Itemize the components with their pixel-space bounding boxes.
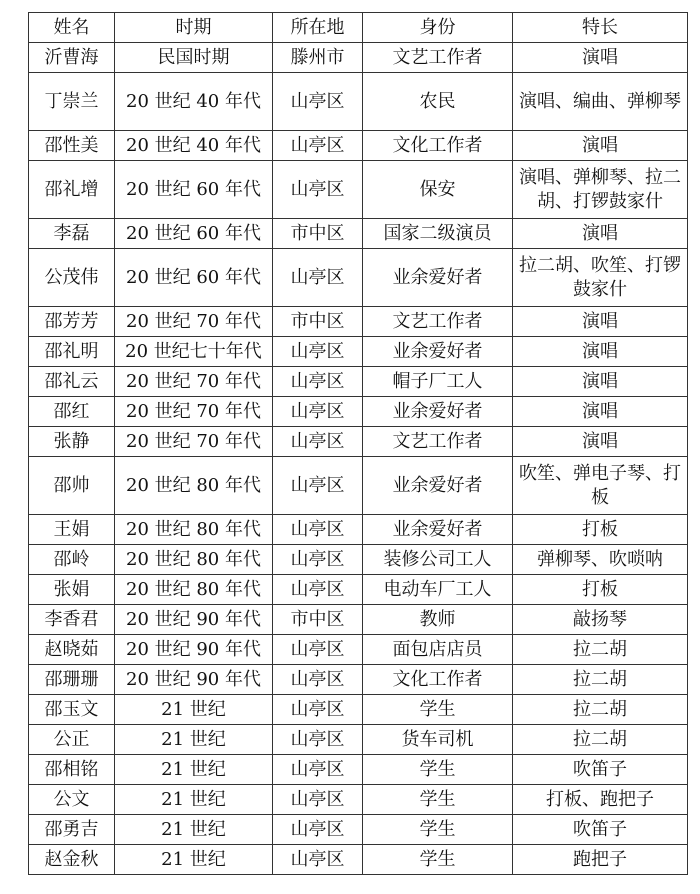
name-cell: 邵红 [29,397,115,427]
name-cell: 李香君 [29,605,115,635]
table-row [29,815,688,845]
table-row [29,367,688,397]
location-cell: 山亭区 [273,755,363,785]
table-row [29,131,688,161]
period-cell: 20 世纪 80 年代 [115,545,273,575]
name-cell: 丁崇兰 [29,73,115,131]
header-row [29,13,688,43]
name-cell: 邵礼明 [29,337,115,367]
identity-cell: 学生 [363,815,513,845]
identity-cell: 文化工作者 [363,131,513,161]
location-cell: 山亭区 [273,457,363,515]
location-cell: 山亭区 [273,725,363,755]
specialty-cell: 吹笛子 [513,815,688,845]
table-row [29,457,688,515]
specialty-cell: 演唱 [513,131,688,161]
location-cell: 山亭区 [273,427,363,457]
period-cell: 21 世纪 [115,785,273,815]
specialty-cell: 演唱 [513,219,688,249]
location-cell: 山亭区 [273,73,363,131]
identity-cell: 帽子厂工人 [363,367,513,397]
period-cell: 20 世纪 80 年代 [115,515,273,545]
name-cell: 张静 [29,427,115,457]
performers-table [28,12,688,875]
header-period: 时期 [115,13,273,43]
table-row [29,427,688,457]
location-cell: 山亭区 [273,337,363,367]
location-cell: 山亭区 [273,695,363,725]
period-cell: 民国时期 [115,43,273,73]
identity-cell: 文化工作者 [363,665,513,695]
period-cell: 21 世纪 [115,845,273,875]
specialty-cell: 敲扬琴 [513,605,688,635]
table-row [29,845,688,875]
period-cell: 20 世纪 70 年代 [115,307,273,337]
name-cell: 邵珊珊 [29,665,115,695]
table-row [29,43,688,73]
period-cell: 20 世纪 90 年代 [115,605,273,635]
location-cell: 山亭区 [273,515,363,545]
name-cell: 沂曹海 [29,43,115,73]
table-row [29,755,688,785]
specialty-cell: 打板、跑把子 [513,785,688,815]
specialty-cell: 拉二胡 [513,725,688,755]
identity-cell: 文艺工作者 [363,43,513,73]
specialty-cell: 打板 [513,515,688,545]
specialty-cell: 打板 [513,575,688,605]
name-cell: 公文 [29,785,115,815]
table-row [29,249,688,307]
table-row [29,545,688,575]
period-cell: 20 世纪七十年代 [115,337,273,367]
specialty-cell: 拉二胡、吹笙、打锣鼓家什 [513,249,688,307]
location-cell: 滕州市 [273,43,363,73]
period-cell: 20 世纪 70 年代 [115,397,273,427]
name-cell: 邵礼云 [29,367,115,397]
identity-cell: 学生 [363,755,513,785]
specialty-cell: 演唱 [513,307,688,337]
period-cell: 21 世纪 [115,725,273,755]
name-cell: 邵玉文 [29,695,115,725]
location-cell: 山亭区 [273,815,363,845]
period-cell: 21 世纪 [115,815,273,845]
period-cell: 20 世纪 60 年代 [115,161,273,219]
identity-cell: 文艺工作者 [363,307,513,337]
table-row [29,665,688,695]
name-cell: 邵芳芳 [29,307,115,337]
period-cell: 20 世纪 90 年代 [115,635,273,665]
table-row [29,73,688,131]
location-cell: 山亭区 [273,785,363,815]
specialty-cell: 拉二胡 [513,695,688,725]
identity-cell: 教师 [363,605,513,635]
location-cell: 山亭区 [273,161,363,219]
period-cell: 20 世纪 70 年代 [115,427,273,457]
table-row [29,307,688,337]
location-cell: 山亭区 [273,249,363,307]
identity-cell: 业余爱好者 [363,515,513,545]
table-row [29,397,688,427]
location-cell: 山亭区 [273,397,363,427]
period-cell: 21 世纪 [115,755,273,785]
location-cell: 市中区 [273,605,363,635]
specialty-cell: 演唱、弹柳琴、拉二胡、打锣鼓家什 [513,161,688,219]
period-cell: 20 世纪 60 年代 [115,219,273,249]
specialty-cell: 演唱 [513,367,688,397]
name-cell: 赵金秋 [29,845,115,875]
table-row [29,725,688,755]
identity-cell: 国家二级演员 [363,219,513,249]
identity-cell: 货车司机 [363,725,513,755]
specialty-cell: 演唱 [513,427,688,457]
location-cell: 山亭区 [273,131,363,161]
specialty-cell: 吹笙、弹电子琴、打板 [513,457,688,515]
table-row [29,219,688,249]
identity-cell: 业余爱好者 [363,249,513,307]
location-cell: 山亭区 [273,367,363,397]
identity-cell: 学生 [363,695,513,725]
name-cell: 邵帅 [29,457,115,515]
specialty-cell: 演唱 [513,43,688,73]
name-cell: 公茂伟 [29,249,115,307]
header-name: 姓名 [29,13,115,43]
specialty-cell: 演唱 [513,337,688,367]
table-row [29,575,688,605]
location-cell: 市中区 [273,307,363,337]
specialty-cell: 吹笛子 [513,755,688,785]
table-row [29,635,688,665]
specialty-cell: 弹柳琴、吹唢呐 [513,545,688,575]
name-cell: 张娟 [29,575,115,605]
table-row [29,695,688,725]
period-cell: 20 世纪 40 年代 [115,73,273,131]
identity-cell: 装修公司工人 [363,545,513,575]
identity-cell: 学生 [363,785,513,815]
table-row [29,161,688,219]
name-cell: 赵晓茹 [29,635,115,665]
name-cell: 王娟 [29,515,115,545]
name-cell: 邵岭 [29,545,115,575]
header-specialty: 特长 [513,13,688,43]
location-cell: 山亭区 [273,845,363,875]
table-body [29,43,688,875]
identity-cell: 业余爱好者 [363,337,513,367]
specialty-cell: 演唱、编曲、弹柳琴 [513,73,688,131]
period-cell: 20 世纪 90 年代 [115,665,273,695]
identity-cell: 电动车厂工人 [363,575,513,605]
specialty-cell: 拉二胡 [513,665,688,695]
location-cell: 山亭区 [273,545,363,575]
identity-cell: 学生 [363,845,513,875]
period-cell: 20 世纪 40 年代 [115,131,273,161]
location-cell: 山亭区 [273,635,363,665]
table-row [29,337,688,367]
table-row [29,515,688,545]
specialty-cell: 拉二胡 [513,635,688,665]
specialty-cell: 演唱 [513,397,688,427]
location-cell: 山亭区 [273,575,363,605]
location-cell: 市中区 [273,219,363,249]
location-cell: 山亭区 [273,665,363,695]
table-row [29,785,688,815]
identity-cell: 业余爱好者 [363,457,513,515]
identity-cell: 农民 [363,73,513,131]
identity-cell: 业余爱好者 [363,397,513,427]
period-cell: 21 世纪 [115,695,273,725]
period-cell: 20 世纪 60 年代 [115,249,273,307]
identity-cell: 保安 [363,161,513,219]
identity-cell: 文艺工作者 [363,427,513,457]
period-cell: 20 世纪 70 年代 [115,367,273,397]
name-cell: 邵礼增 [29,161,115,219]
name-cell: 李磊 [29,219,115,249]
table-row [29,605,688,635]
header-identity: 身份 [363,13,513,43]
identity-cell: 面包店店员 [363,635,513,665]
name-cell: 公正 [29,725,115,755]
name-cell: 邵性美 [29,131,115,161]
name-cell: 邵勇吉 [29,815,115,845]
header-location: 所在地 [273,13,363,43]
name-cell: 邵相铭 [29,755,115,785]
period-cell: 20 世纪 80 年代 [115,575,273,605]
period-cell: 20 世纪 80 年代 [115,457,273,515]
specialty-cell: 跑把子 [513,845,688,875]
